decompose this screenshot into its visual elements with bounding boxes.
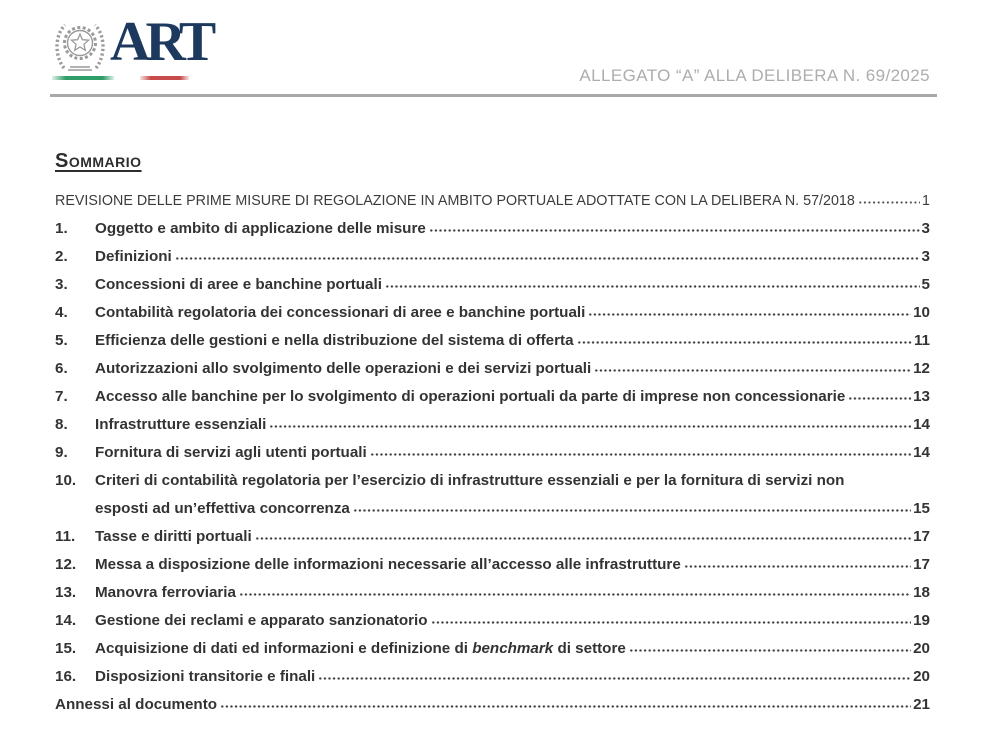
toc-entry-page: 5 [921, 276, 930, 293]
dot-leader [269, 424, 911, 429]
toc-entry[interactable] [55, 663, 930, 691]
italian-republic-emblem-icon [52, 17, 108, 80]
toc-entry-page: 11 [913, 332, 930, 349]
toc-entry-number: 8. [55, 416, 68, 433]
toc-entry-number: 10. [55, 472, 77, 489]
toc-entry-number: 16. [55, 668, 77, 685]
dot-leader [385, 284, 920, 289]
dot-leader [594, 368, 911, 373]
toc-entry-text: Definizioni [95, 248, 172, 265]
toc-entry[interactable] [55, 635, 930, 663]
dot-leader [858, 200, 920, 205]
toc-entry-page: 20 [913, 640, 930, 657]
dot-leader [431, 620, 912, 625]
toc-entry-text: Infrastrutture essenziali [95, 416, 267, 433]
dot-leader [629, 648, 911, 653]
dot-leader [684, 564, 911, 569]
italian-flag-stripe [52, 76, 189, 80]
toc-entry[interactable] [55, 439, 930, 467]
toc-entry-text: Fornitura di servizi agli utenti portuali [95, 444, 367, 461]
toc-entry-number: 7. [55, 388, 68, 405]
toc-entry-text: Concessioni di aree e banchine portuali [95, 276, 382, 293]
toc-entry[interactable] [55, 187, 930, 215]
toc-entry[interactable] [55, 691, 930, 719]
toc-entry-number: 6. [55, 360, 68, 377]
toc-entry-text: Gestione dei reclami e apparato sanzionatorio [95, 612, 428, 629]
toc-entry-text-italic: benchmark [472, 640, 554, 657]
dot-leader [255, 536, 911, 541]
toc-entry-page: 13 [913, 388, 930, 405]
toc-entry-text: REVISIONE DELLE PRIME MISURE DI REGOLAZIONE IN AMBITO PORTUALE ADOTTATE CON LA DELIBERA N. 57/2018 [55, 193, 855, 209]
toc-entry-page: 14 [913, 416, 930, 433]
toc-list [55, 187, 930, 719]
toc-entry-text: Disposizioni transitorie e finali [95, 668, 316, 685]
toc-entry[interactable] [55, 411, 930, 439]
toc-entry-number: 15. [55, 640, 77, 657]
toc-entry-text: Tasse e diritti portuali [95, 528, 252, 545]
toc-entry-text: esposti ad un’effettiva concorrenza [95, 500, 350, 517]
toc-entry-text: Contabilità regolatoria dei concessionari di aree e banchine portuali [95, 304, 586, 321]
toc-title: Sommario [55, 150, 142, 172]
toc-entry-page: 19 [913, 612, 930, 629]
toc-entry-text: Manovra ferroviaria [95, 584, 236, 601]
toc-entry[interactable] [55, 215, 930, 243]
toc-entry-page: 12 [913, 360, 930, 377]
toc-entry-page: 1 [922, 193, 930, 209]
flag-green-segment [52, 76, 114, 80]
annex-header-label: ALLEGATO “A” ALLA DELIBERA N. 69/2025 [579, 66, 930, 85]
toc-entry-page: 20 [913, 668, 930, 685]
toc-entry[interactable] [55, 299, 930, 327]
table-of-contents [55, 150, 930, 719]
toc-entry-number: 12. [55, 556, 77, 573]
toc-entry-number: 14. [55, 612, 77, 629]
toc-entry-page: 15 [913, 500, 930, 517]
dot-leader [370, 452, 911, 457]
toc-entry[interactable] [55, 271, 930, 299]
toc-entry[interactable] [55, 523, 930, 551]
dot-leader [239, 592, 911, 597]
art-logo: ART [110, 11, 212, 73]
toc-entry-page: 21 [913, 696, 930, 713]
dot-leader [318, 676, 911, 681]
toc-entry-text-post: di settore [553, 640, 626, 657]
toc-entry[interactable] [55, 243, 930, 271]
toc-entry-number: 13. [55, 584, 77, 601]
toc-entry-text [95, 635, 626, 663]
toc-entry-page: 17 [913, 556, 930, 573]
toc-entry[interactable] [55, 579, 930, 607]
toc-entry-number: 11. [55, 528, 76, 545]
toc-entry-number: 2. [55, 248, 68, 265]
dot-leader [175, 256, 920, 261]
toc-entry-text: Accesso alle banchine per lo svolgimento di operazioni portuali da parte di imprese non concessionarie [95, 388, 846, 405]
dot-leader [429, 228, 920, 233]
toc-entry[interactable] [55, 383, 930, 411]
flag-red-segment [140, 76, 189, 80]
dot-leader [353, 508, 911, 513]
dot-leader [220, 704, 911, 709]
toc-entry-page: 14 [913, 444, 930, 461]
toc-entry-text: Messa a disposizione delle informazioni necessarie all’accesso alle infrastrutture [95, 556, 681, 573]
dot-leader [588, 312, 911, 317]
toc-entry-number: 1. [55, 220, 68, 237]
dot-leader [848, 396, 911, 401]
toc-entry-text: Efficienza delle gestioni e nella distribuzione del sistema di offerta [95, 332, 574, 349]
toc-entry[interactable] [55, 467, 930, 495]
toc-entry-number: 4. [55, 304, 68, 321]
flag-white-segment [114, 76, 140, 80]
toc-entry-number: 5. [55, 332, 68, 349]
toc-entry-text: Annessi al documento [55, 696, 218, 713]
toc-entry-text-pre: Acquisizione di dati ed informazioni e definizione di [95, 640, 473, 657]
toc-entry-page: 10 [913, 304, 930, 321]
toc-entry-page: 3 [921, 248, 930, 265]
toc-entry-text: Oggetto e ambito di applicazione delle misure [95, 220, 426, 237]
toc-entry-number: 9. [55, 444, 68, 461]
dot-leader [577, 340, 912, 345]
toc-entry-text: Criteri di contabilità regolatoria per l’esercizio di infrastrutture essenziali e per la fornitura di servizi non [95, 472, 845, 489]
toc-entry[interactable] [55, 607, 930, 635]
toc-entry-continuation[interactable] [55, 495, 930, 523]
toc-entry-number: 3. [55, 276, 68, 293]
toc-entry-page: 17 [913, 528, 930, 545]
toc-entry[interactable] [55, 355, 930, 383]
header-divider [50, 94, 937, 97]
toc-entry[interactable] [55, 327, 930, 355]
toc-entry-page: 18 [913, 584, 930, 601]
toc-entry-text: Autorizzazioni allo svolgimento delle operazioni e dei servizi portuali [95, 360, 592, 377]
toc-entry-page: 3 [921, 220, 930, 237]
toc-entry[interactable] [55, 551, 930, 579]
